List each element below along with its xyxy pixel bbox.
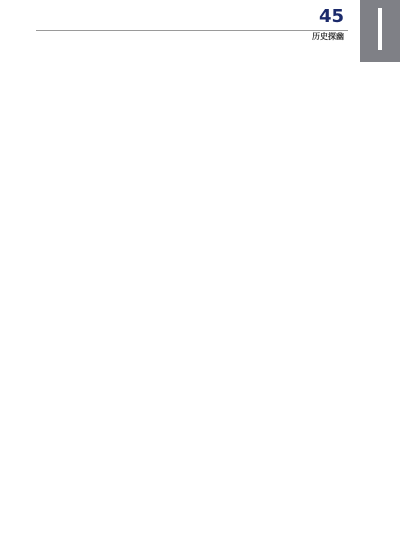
- side-tab: [360, 0, 400, 62]
- section-label: 历史探幽: [312, 32, 344, 41]
- right-column: [206, 46, 364, 521]
- page-number: 45: [318, 6, 344, 27]
- side-tab-line: [378, 8, 382, 50]
- header-rule: [36, 30, 348, 31]
- body-columns: [36, 46, 364, 521]
- page-header: [0, 0, 400, 44]
- left-column: [36, 46, 194, 521]
